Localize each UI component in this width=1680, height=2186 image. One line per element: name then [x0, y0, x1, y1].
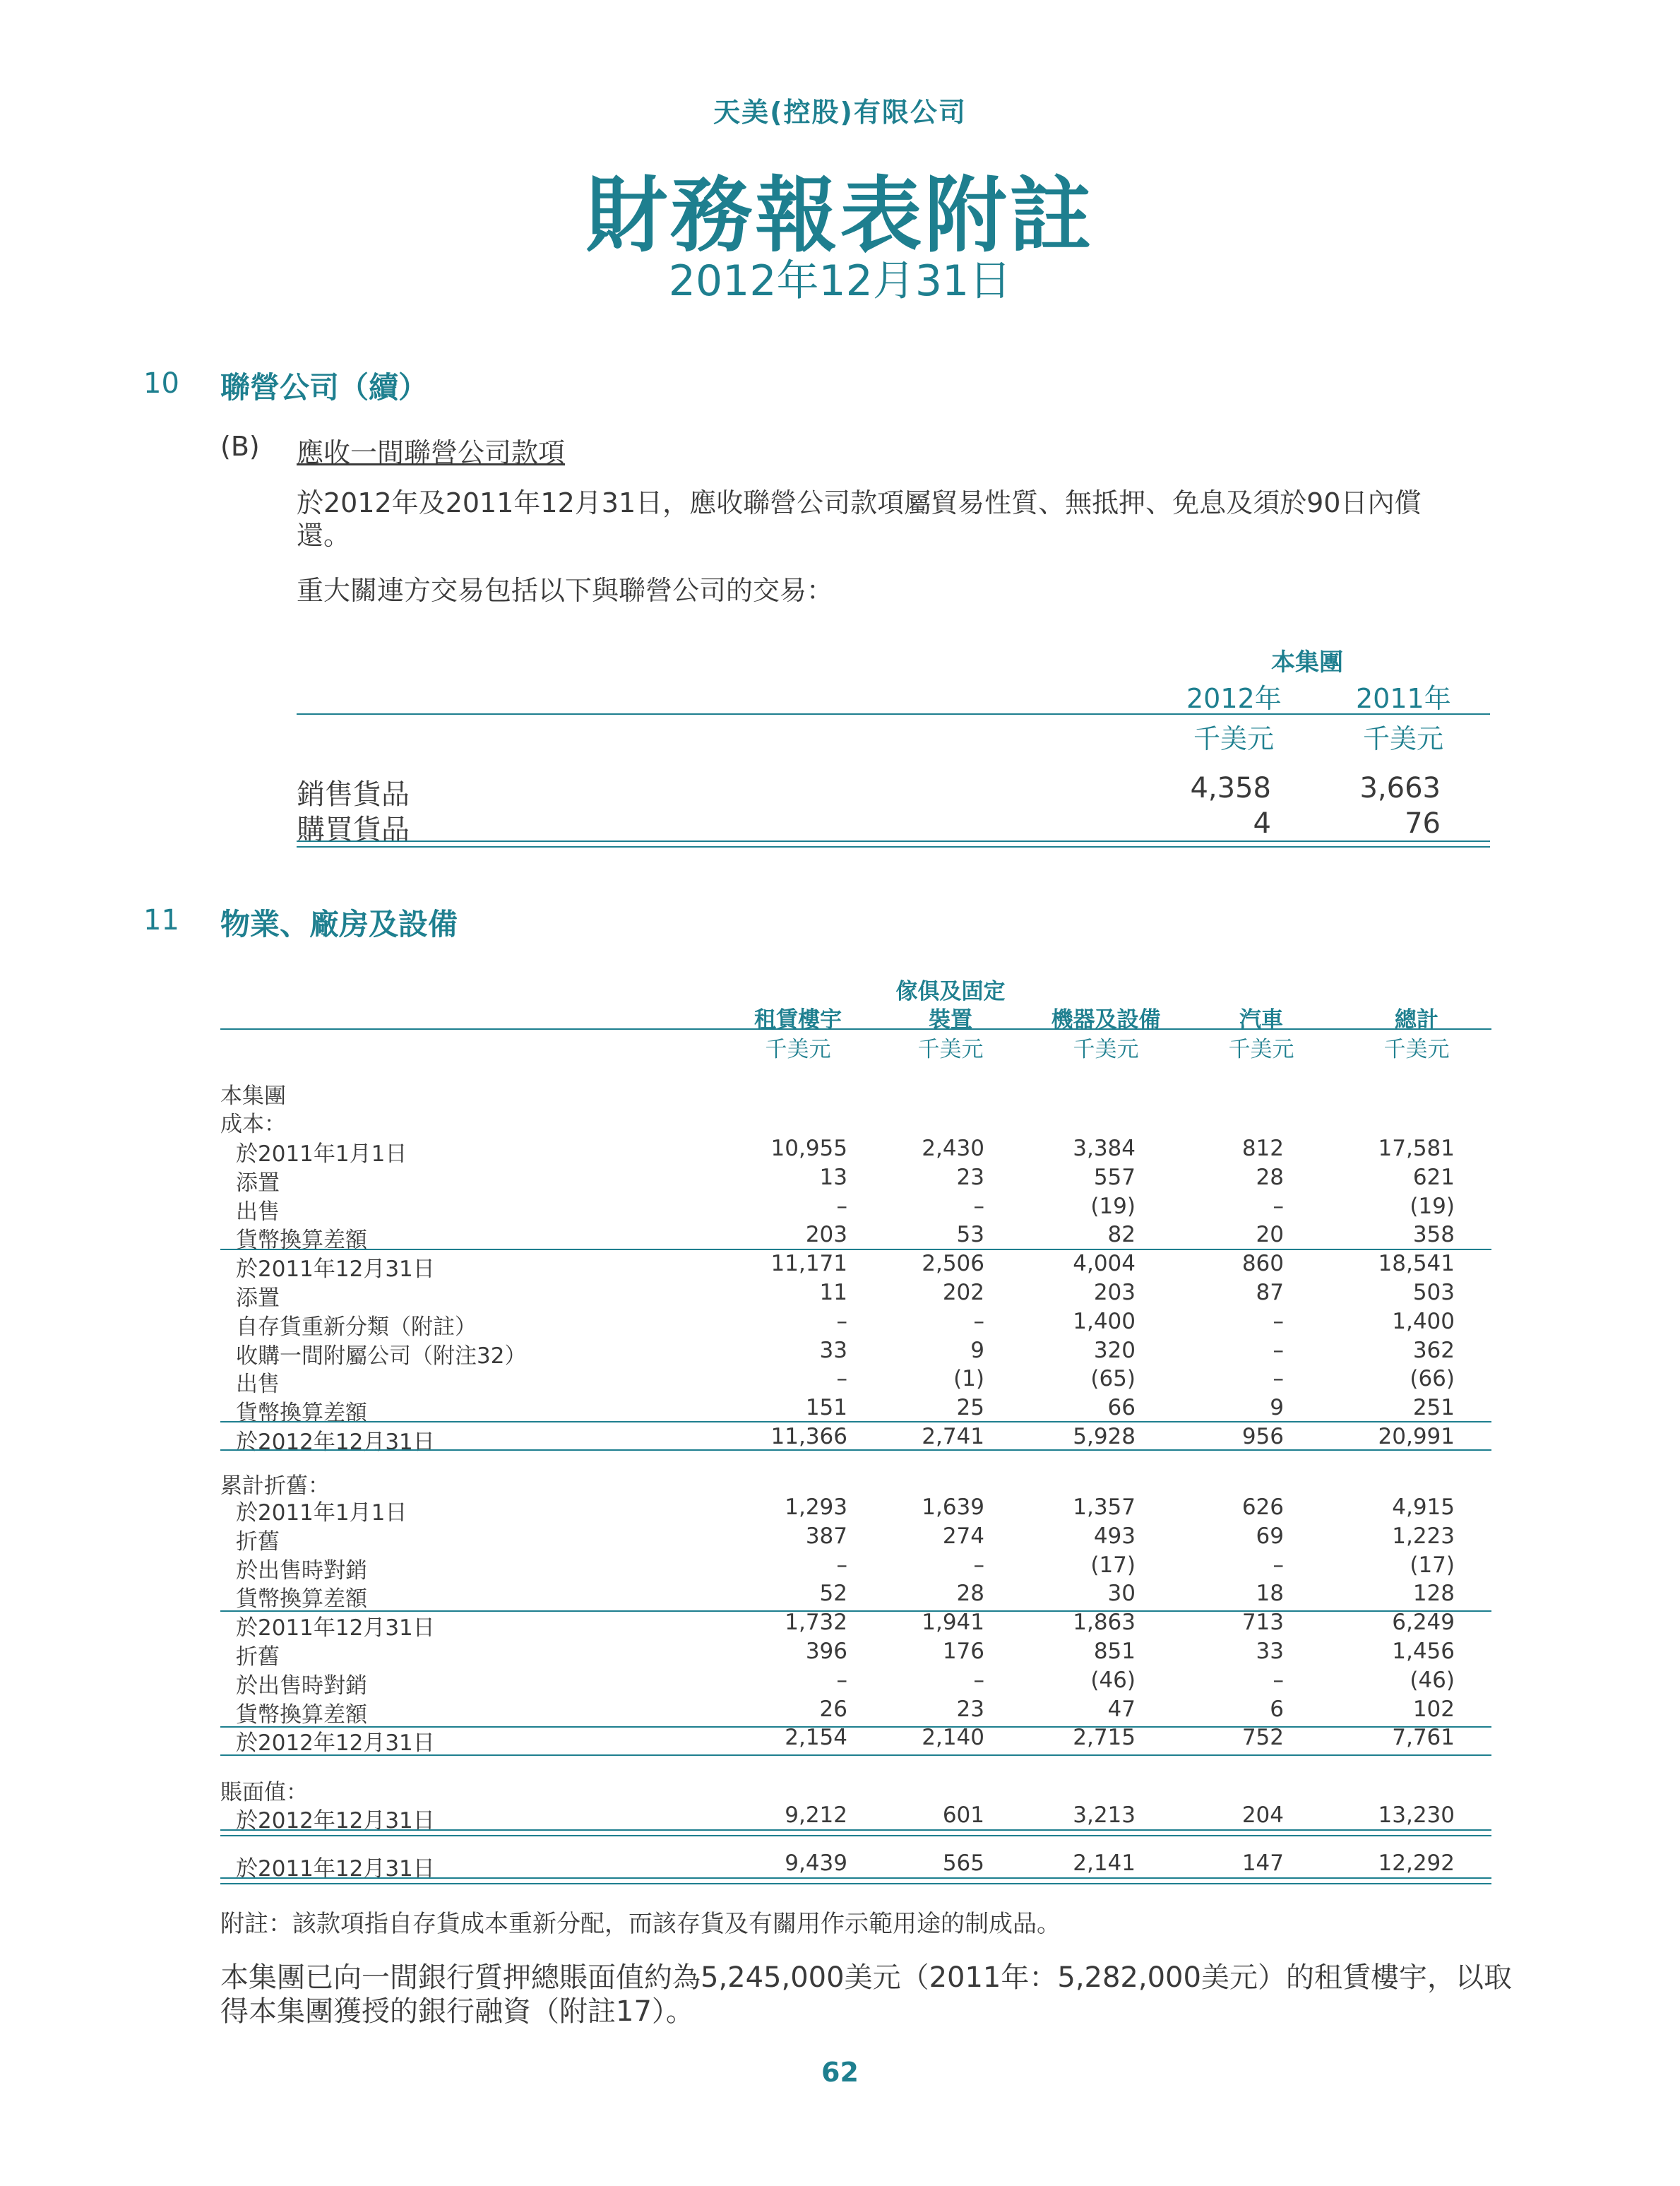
row-value: 20 [1256, 1222, 1284, 1248]
row-value-2011: 76 [1405, 807, 1441, 840]
col-header-vehicles: 汽車 [1239, 1007, 1283, 1033]
row-label: 於2011年12月31日 [236, 1856, 435, 1882]
row-value: – [973, 1193, 984, 1219]
nbv-label: 賬面值： [220, 1780, 308, 1805]
col-year-2012: 2012年 [1186, 683, 1282, 714]
section-10-number: 10 [143, 367, 179, 400]
row-value: 28 [1256, 1164, 1284, 1190]
table-header-rule [297, 713, 1490, 715]
row-value: 4,004 [1073, 1251, 1136, 1277]
table-row [0, 1280, 1680, 1311]
row-value: 3,384 [1073, 1136, 1136, 1161]
row-value: 851 [1093, 1639, 1136, 1664]
row-label: 添置 [236, 1170, 280, 1196]
row-label: 貨幣換算差額 [236, 1401, 367, 1427]
row-value: 102 [1412, 1696, 1455, 1722]
rule [220, 1421, 1491, 1422]
page-title: 財務報表附註 [585, 168, 1095, 263]
double-rule [220, 1877, 1491, 1884]
rule [220, 1754, 1491, 1756]
ppe-footnote: 附註：該款項指自存貨成本重新分配，而該存貨及有關用作示範用途的制成品。 [220, 1910, 1061, 1938]
table-row [0, 1802, 1680, 1834]
unit-fixtures: 千美元 [917, 1037, 984, 1062]
section-10-title: 聯營公司（續） [220, 370, 429, 405]
row-value: 9 [1270, 1395, 1284, 1421]
unit-leasehold: 千美元 [765, 1037, 831, 1062]
row-value: 2,140 [922, 1725, 984, 1751]
row-value: 2,741 [922, 1424, 984, 1449]
row-value: 25 [956, 1395, 984, 1421]
depreciation-label: 累計折舊： [220, 1473, 330, 1499]
col-header-top: 傢俱及固定 [895, 979, 1006, 1004]
row-value: 47 [1107, 1696, 1136, 1722]
row-value: 26 [819, 1696, 847, 1722]
row-value: 203 [1093, 1280, 1136, 1305]
row-value: 18 [1256, 1581, 1284, 1607]
row-value: (46) [1410, 1667, 1455, 1693]
row-label: 出售 [236, 1372, 280, 1398]
row-value: 601 [942, 1802, 984, 1828]
row-value: – [973, 1667, 984, 1693]
row-label: 自存貨重新分類（附註） [236, 1314, 477, 1340]
table-group-header: 本集團 [1271, 648, 1343, 677]
row-value: 2,715 [1073, 1725, 1136, 1751]
col-header-machinery: 機器及設備 [1051, 1007, 1161, 1033]
row-value: (17) [1410, 1552, 1455, 1578]
row-value: 956 [1241, 1424, 1284, 1449]
row-value-2012: 4,358 [1190, 772, 1271, 804]
ppe-header-rule [220, 1028, 1491, 1030]
table-row [0, 1725, 1680, 1757]
section-10-para1-line1: 於2012年及2011年12月31日，應收聯營公司款項屬貿易性質、無抵押、免息及須於90日內償 [297, 487, 1422, 518]
row-value: (1) [953, 1366, 984, 1392]
row-value: 1,732 [785, 1610, 847, 1636]
table-row [0, 1136, 1680, 1167]
row-value-2012: 4 [1253, 807, 1271, 840]
row-value: (19) [1090, 1193, 1136, 1219]
report-date: 2012年12月31日 [668, 256, 1012, 306]
table-row [0, 1610, 1680, 1641]
table-row [0, 1337, 1680, 1369]
row-value: – [1273, 1308, 1284, 1334]
row-label: 購買貨品 [297, 814, 410, 846]
row-label: 折舊 [236, 1644, 280, 1670]
row-label: 貨幣換算差額 [236, 1701, 367, 1728]
rule [220, 1449, 1491, 1451]
row-label: 於出售時對銷 [236, 1557, 367, 1584]
row-value: – [1273, 1193, 1284, 1219]
row-value: 11,366 [770, 1424, 847, 1449]
row-value: 23 [956, 1696, 984, 1722]
row-value: 202 [942, 1280, 984, 1305]
row-value: – [836, 1667, 847, 1693]
table-row [0, 1851, 1680, 1882]
row-value: 13,230 [1378, 1802, 1455, 1828]
row-value: – [836, 1193, 847, 1219]
table-row [0, 1193, 1680, 1225]
row-value: 396 [805, 1639, 847, 1664]
row-value: 1,357 [1073, 1495, 1136, 1520]
col-header-fixtures: 裝置 [929, 1007, 972, 1033]
table-row [0, 1424, 1680, 1455]
table-row [0, 1523, 1680, 1555]
row-value: 752 [1241, 1725, 1284, 1751]
row-value: 4,915 [1392, 1495, 1455, 1520]
row-value: 52 [819, 1581, 847, 1607]
row-value: 503 [1412, 1280, 1455, 1305]
rule [220, 1249, 1491, 1250]
group-label: 本集團 [220, 1083, 286, 1109]
row-value: 362 [1412, 1337, 1455, 1363]
col-header-leasehold: 租賃樓宇 [754, 1007, 842, 1033]
table-row [0, 1251, 1680, 1283]
row-value: 30 [1107, 1581, 1136, 1607]
row-value: 33 [1256, 1639, 1284, 1664]
col-unit-2011: 千美元 [1363, 723, 1444, 754]
table-row [0, 1667, 1680, 1699]
row-label: 於2012年12月31日 [236, 1808, 435, 1834]
row-value: – [1273, 1667, 1284, 1693]
row-value: 2,430 [922, 1136, 984, 1161]
row-value: 1,293 [785, 1495, 847, 1520]
row-value: 9,212 [785, 1802, 847, 1828]
row-value: 812 [1241, 1136, 1284, 1161]
row-value: 23 [956, 1164, 984, 1190]
row-label: 收購一間附屬公司（附注32） [236, 1343, 527, 1369]
section-10-para1-line2: 還。 [297, 520, 351, 551]
row-value: – [836, 1366, 847, 1392]
row-value: 147 [1241, 1851, 1284, 1876]
cost-label: 成本： [220, 1112, 286, 1137]
row-value: 1,639 [922, 1495, 984, 1520]
table-row [0, 1639, 1680, 1670]
row-value: 1,400 [1073, 1308, 1136, 1334]
table-row [0, 1366, 1680, 1398]
row-label: 於2011年12月31日 [236, 1257, 435, 1283]
row-value: – [973, 1552, 984, 1578]
row-value: (19) [1410, 1193, 1455, 1219]
row-value: 20,991 [1378, 1424, 1455, 1449]
row-value: 387 [805, 1523, 847, 1549]
row-label: 貨幣換算差額 [236, 1228, 367, 1254]
row-label: 於2011年1月1日 [236, 1141, 407, 1167]
row-value: – [1273, 1552, 1284, 1578]
section-10-para2: 重大關連方交易包括以下與聯營公司的交易： [297, 575, 834, 606]
table-row [0, 1552, 1680, 1584]
row-value: – [1273, 1366, 1284, 1392]
row-value: 69 [1256, 1523, 1284, 1549]
company-name: 天美(控股)有限公司 [713, 97, 967, 128]
row-value: 17,581 [1378, 1136, 1455, 1161]
page-number: 62 [821, 2057, 859, 2088]
row-value: 1,863 [1073, 1610, 1136, 1636]
row-value: 2,141 [1073, 1851, 1136, 1876]
row-value: 13 [819, 1164, 847, 1190]
row-value: 6 [1270, 1696, 1284, 1722]
row-value: 12,292 [1378, 1851, 1455, 1876]
row-value-2011: 3,663 [1359, 772, 1441, 804]
subsection-b-title: 應收一間聯營公司款項 [297, 437, 566, 468]
row-value: 203 [805, 1222, 847, 1248]
row-value: 128 [1412, 1581, 1455, 1607]
row-value: 66 [1107, 1395, 1136, 1421]
row-value: 1,941 [922, 1610, 984, 1636]
row-value: 11 [819, 1280, 847, 1305]
rule [220, 1726, 1491, 1728]
row-value: 82 [1107, 1222, 1136, 1248]
table-row [0, 1581, 1680, 1612]
row-value: 11,171 [770, 1251, 847, 1277]
row-value: 33 [819, 1337, 847, 1363]
row-value: 1,223 [1392, 1523, 1455, 1549]
row-value: 151 [805, 1395, 847, 1421]
row-value: (65) [1090, 1366, 1136, 1392]
table-row [0, 1395, 1680, 1427]
row-value: 2,154 [785, 1725, 847, 1751]
row-value: 1,456 [1392, 1639, 1455, 1664]
row-label: 貨幣換算差額 [236, 1586, 367, 1612]
row-value: – [1273, 1337, 1284, 1363]
row-value: 10,955 [770, 1136, 847, 1161]
row-value: 87 [1256, 1280, 1284, 1305]
table-row [0, 1696, 1680, 1728]
row-value: 251 [1412, 1395, 1455, 1421]
row-value: 7,761 [1392, 1725, 1455, 1751]
row-label: 折舊 [236, 1528, 280, 1555]
ppe-para-line1: 本集團已向一間銀行質押總賬面值約為5,245,000美元（2011年：5,282,000美元）的租賃樓宇，以取 [220, 1961, 1512, 1994]
table-row [0, 1222, 1680, 1254]
section-11-title: 物業、廠房及設備 [220, 907, 458, 941]
row-value: 713 [1241, 1610, 1284, 1636]
row-label: 於2011年12月31日 [236, 1615, 435, 1641]
row-label: 添置 [236, 1285, 280, 1311]
row-value: – [973, 1308, 984, 1334]
row-value: 320 [1093, 1337, 1136, 1363]
row-value: 621 [1412, 1164, 1455, 1190]
table-row [0, 1495, 1680, 1526]
row-value: 6,249 [1392, 1610, 1455, 1636]
row-value: 204 [1241, 1802, 1284, 1828]
row-label: 於出售時對銷 [236, 1673, 367, 1699]
row-value: 860 [1241, 1251, 1284, 1277]
row-value: 626 [1241, 1495, 1284, 1520]
row-value: 274 [942, 1523, 984, 1549]
row-value: 176 [942, 1639, 984, 1664]
ppe-para-line2: 得本集團獲授的銀行融資（附註17）。 [220, 1995, 694, 2028]
unit-vehicles: 千美元 [1228, 1037, 1294, 1062]
unit-machinery: 千美元 [1073, 1037, 1139, 1062]
row-value: 9 [970, 1337, 984, 1363]
subsection-b-label: (B) [220, 431, 260, 462]
table-row [0, 1308, 1680, 1340]
unit-total: 千美元 [1383, 1037, 1450, 1062]
row-label: 出售 [236, 1199, 280, 1225]
table-total-rule [297, 840, 1490, 848]
row-value: 557 [1093, 1164, 1136, 1190]
row-value: 3,213 [1073, 1802, 1136, 1828]
row-label: 於2012年12月31日 [236, 1430, 435, 1455]
row-value: 565 [942, 1851, 984, 1876]
row-value: (66) [1410, 1366, 1455, 1392]
row-value: 358 [1412, 1222, 1455, 1248]
row-label: 於2012年12月31日 [236, 1730, 435, 1757]
rule [220, 1610, 1491, 1612]
row-value: 28 [956, 1581, 984, 1607]
double-rule [220, 1829, 1491, 1836]
row-label: 銷售貨品 [297, 778, 410, 811]
row-value: 493 [1093, 1523, 1136, 1549]
row-value: (46) [1090, 1667, 1136, 1693]
col-header-total: 總計 [1395, 1007, 1438, 1033]
row-value: 9,439 [785, 1851, 847, 1876]
row-value: 18,541 [1378, 1251, 1455, 1277]
row-label: 於2011年1月1日 [236, 1500, 407, 1526]
row-value: 5,928 [1073, 1424, 1136, 1449]
col-unit-2012: 千美元 [1193, 723, 1275, 754]
row-value: 53 [956, 1222, 984, 1248]
col-year-2011: 2011年 [1356, 683, 1451, 714]
row-value: (17) [1090, 1552, 1136, 1578]
row-value: – [836, 1308, 847, 1334]
row-value: 1,400 [1392, 1308, 1455, 1334]
section-11-number: 11 [143, 904, 179, 937]
row-value: – [836, 1552, 847, 1578]
row-value: 2,506 [922, 1251, 984, 1277]
table-row [0, 1164, 1680, 1196]
